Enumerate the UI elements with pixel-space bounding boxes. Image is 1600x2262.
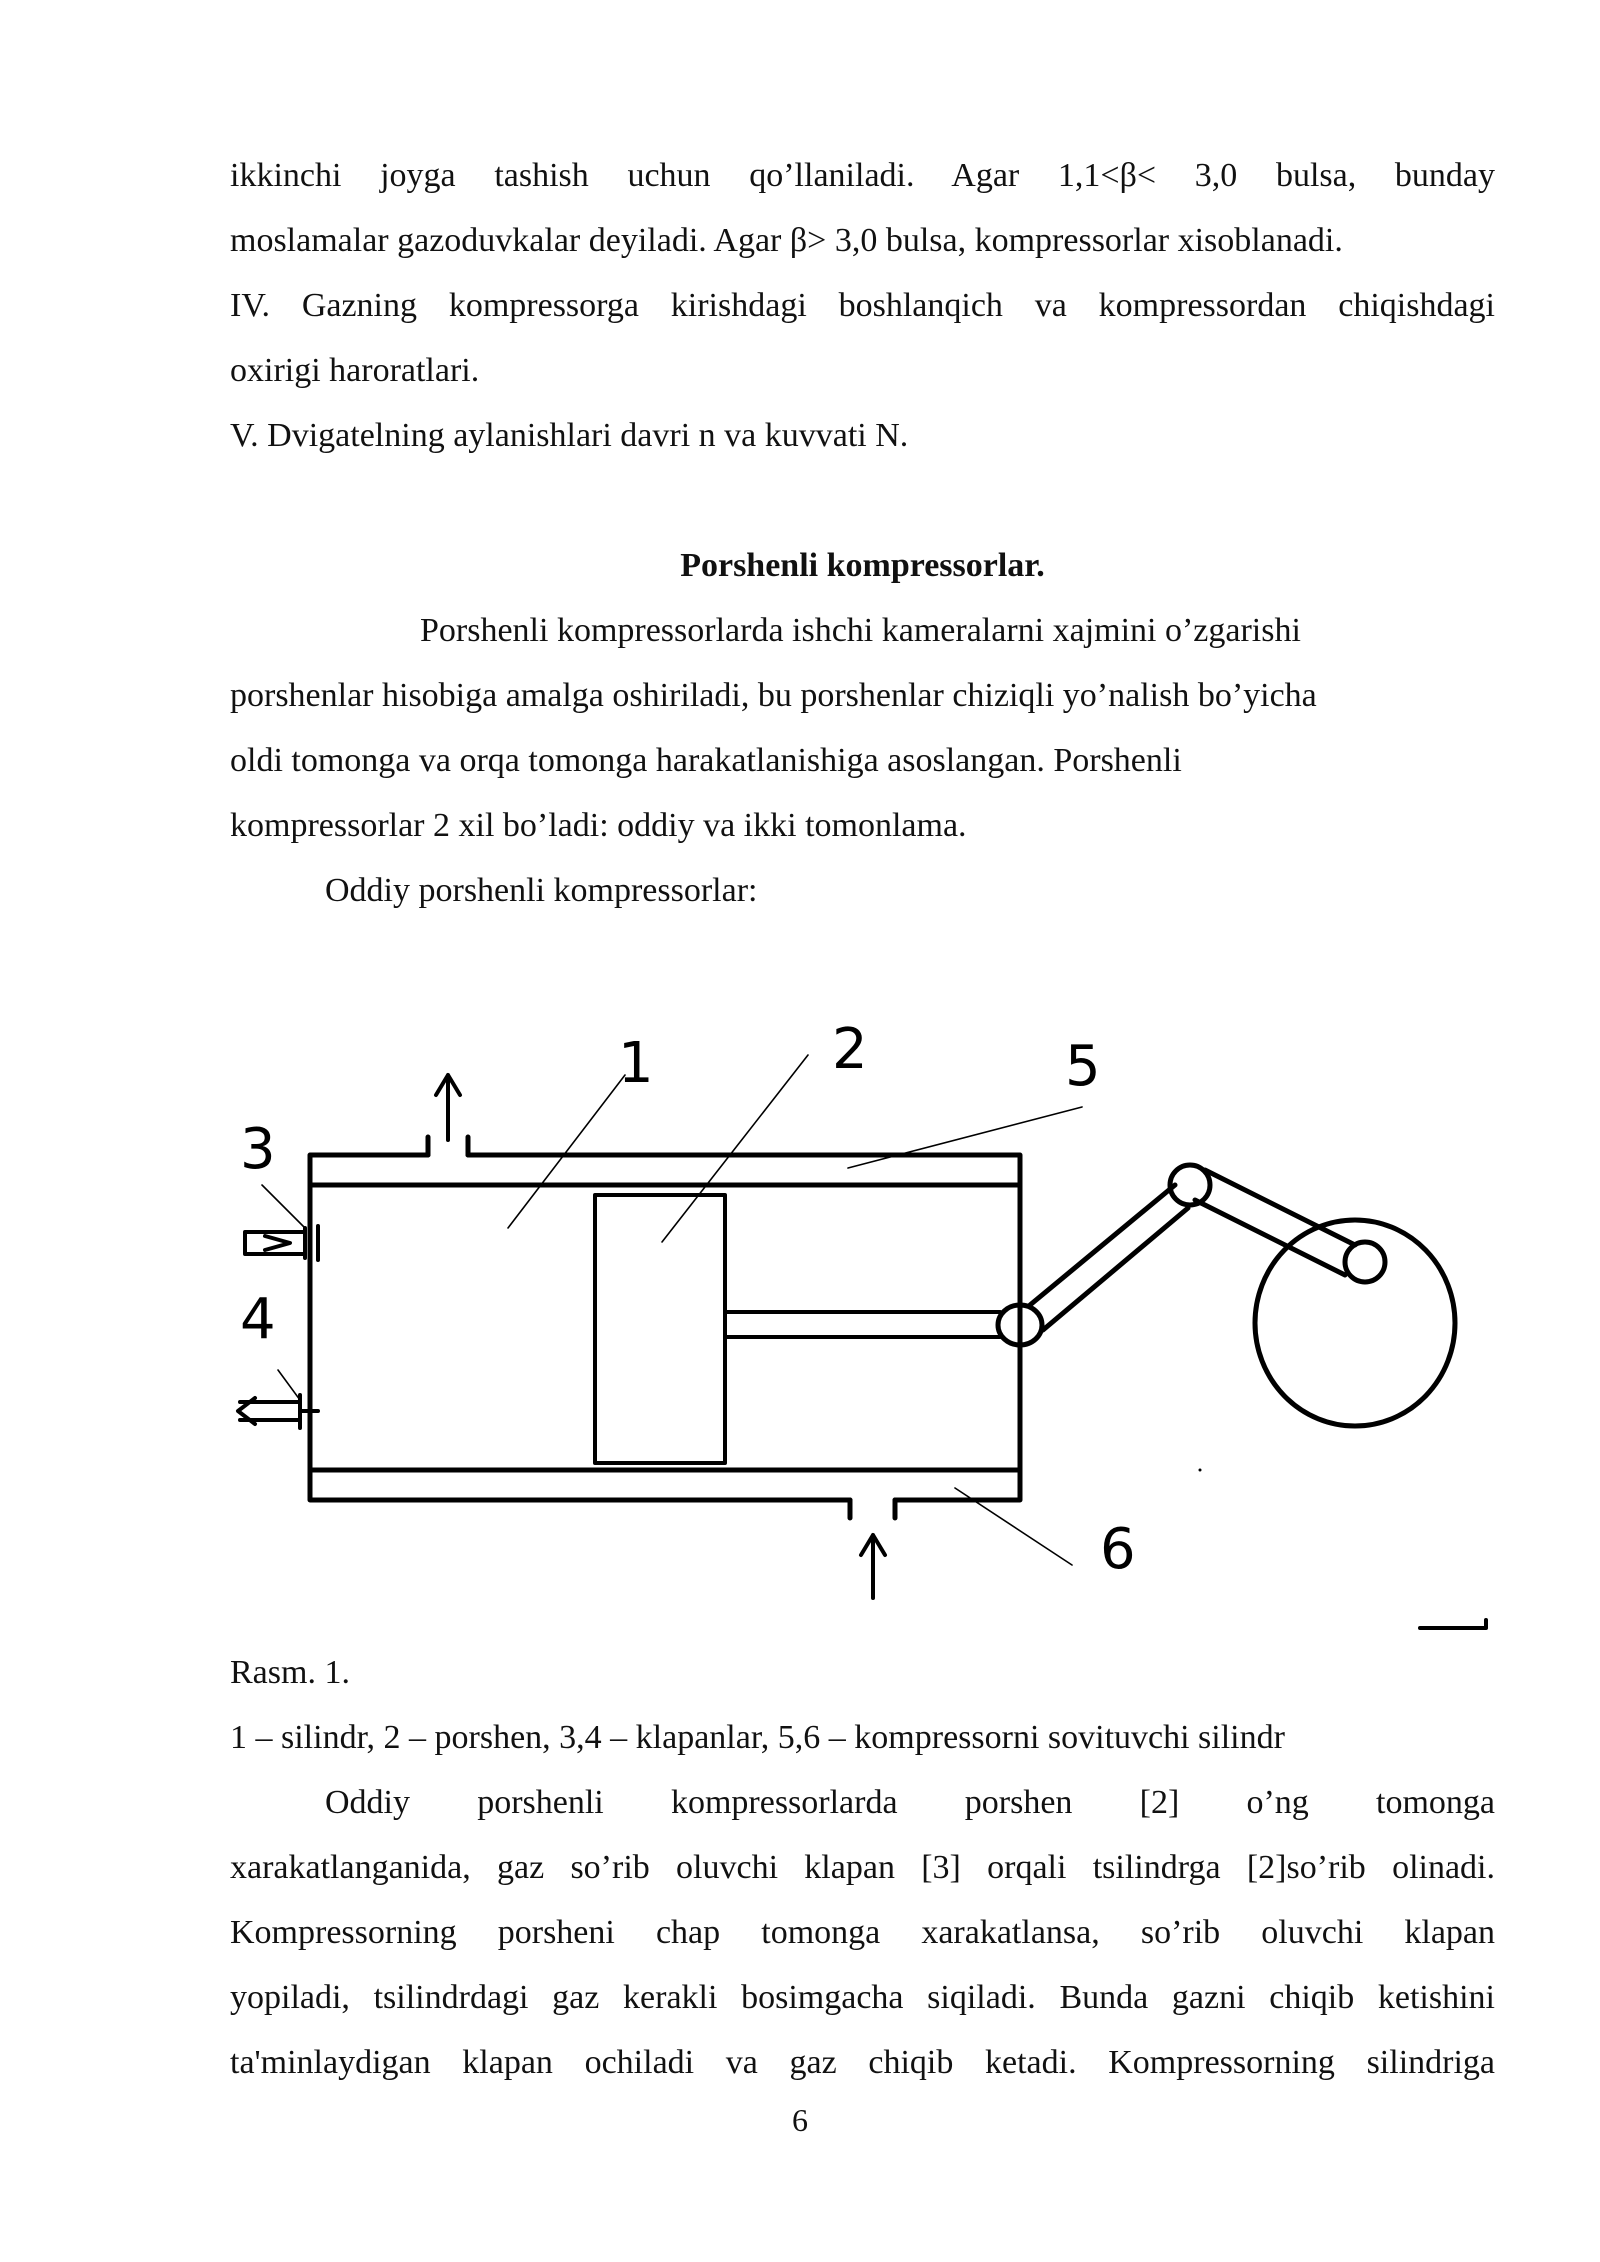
cooling-jacket-top [310, 1155, 1020, 1185]
paragraph-intro [230, 598, 1495, 923]
text-line: oldi tomonga va orqa tomonga harakatlanishiga asoslangan. Porshenli [230, 742, 1182, 779]
compressor-diagram [228, 1010, 1500, 1650]
label-1: 1 [618, 1031, 654, 1096]
label-4: 4 [240, 1287, 276, 1352]
text-line: ikkinchi joyga tashish uchun qo’llaniladi. Agar 1,1<β< 3,0 bulsa, bunday [230, 157, 1495, 194]
valve-4 [238, 1395, 318, 1428]
corner-mark [1420, 1620, 1486, 1628]
text-line: xarakatlanganida, gaz so’rib oluvchi klapan [3] orqali tsilindrga [2]so’rib olinadi. [230, 1849, 1495, 1886]
page-number: 6 [792, 2102, 808, 2138]
text-line: ta'minlaydigan klapan ochiladi va gaz chiqib ketadi. Kompressorning silindriga [230, 2044, 1495, 2081]
text-line: moslamalar gazoduvkalar deyiladi. Agar β> 3,0 bulsa, kompressorlar xisoblanadi. [230, 222, 1343, 259]
text-line: Oddiy porshenli kompressorlarda porshen [2] o’ng tomonga [325, 1784, 1495, 1821]
flywheel [1255, 1220, 1455, 1426]
arrow-up-top [436, 1075, 460, 1140]
connecting-rod [1030, 1185, 1188, 1330]
leader-5 [848, 1107, 1082, 1168]
label-5: 5 [1065, 1034, 1101, 1099]
crank-pin [1345, 1242, 1385, 1282]
piston [595, 1195, 725, 1463]
label-2: 2 [832, 1017, 868, 1082]
cylinder-wall [310, 1185, 1020, 1470]
text-line: oxirigi haroratlari. [230, 352, 480, 389]
cooling-jacket-bottom [310, 1470, 1020, 1500]
valve-3 [245, 1226, 318, 1260]
leader-4 [278, 1370, 300, 1400]
text-line: kompressorlar 2 xil bo’ladi: oddiy va ikki tomonlama. [230, 807, 967, 844]
text-line: porshenlar hisobiga amalga oshiriladi, bu porshenlar chiziqli yo’nalish bo’yicha [230, 677, 1317, 714]
text-line: V. Dvigatelning aylanishlari davri n va kuvvati N. [230, 417, 909, 454]
figure-caption: Rasm. 1. [230, 1654, 350, 1691]
text-line: Porshenli kompressorlarda ishchi kameralarni xajmini o’zgarishi [420, 612, 1301, 649]
arrow-up-bottom [861, 1535, 885, 1598]
leader-2 [662, 1055, 808, 1242]
label-3: 3 [240, 1117, 276, 1182]
dot-mark [1199, 1469, 1202, 1472]
figure-legend: 1 – silindr, 2 – porshen, 3,4 – klapanlar, 5,6 – kompressorni sovituvchi silindr [230, 1719, 1285, 1756]
text-line: Kompressorning porsheni chap tomonga xarakatlansa, so’rib oluvchi klapan [230, 1914, 1495, 1951]
leader-3 [262, 1185, 305, 1228]
subheading: Oddiy porshenli kompressorlar: [325, 872, 758, 909]
label-6: 6 [1100, 1517, 1136, 1582]
paragraph-bottom [230, 1770, 1495, 2095]
intake-nozzle [850, 1500, 895, 1518]
text-line: IV. Gazning kompressorga kirishdagi boshlanqich va kompressordan chiqishdagi [230, 287, 1495, 324]
leader-1 [508, 1075, 625, 1228]
piston-rod [725, 1312, 1000, 1337]
section-heading: Porshenli kompressorlar. [680, 547, 1045, 584]
text-line: yopiladi, tsilindrdagi gaz kerakli bosimgacha siqiladi. Bunda gazni chiqib ketishini [230, 1979, 1495, 2016]
paragraph-top [230, 143, 1495, 468]
